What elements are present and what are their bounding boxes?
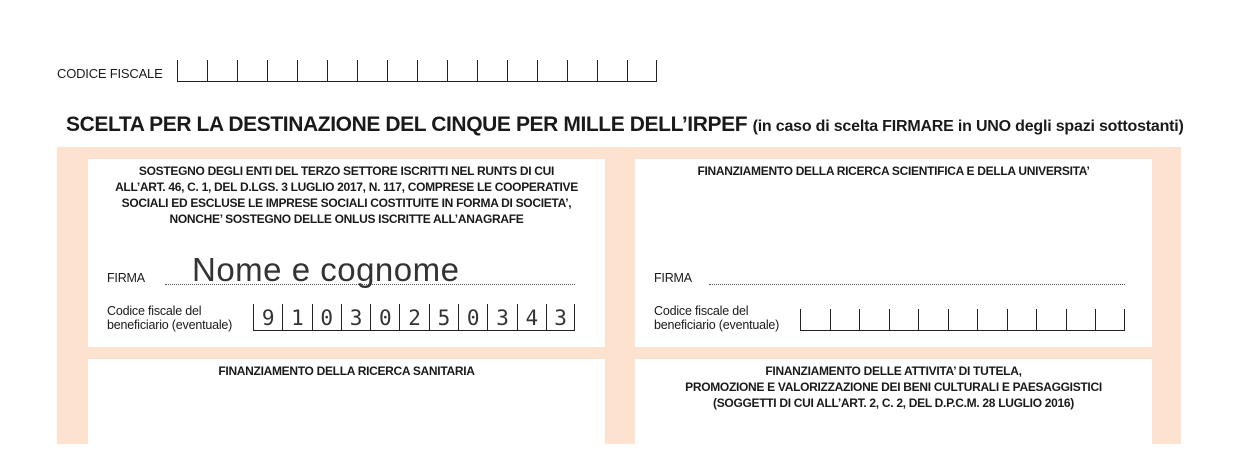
digit-cell[interactable]: [477, 60, 507, 82]
digit-cell[interactable]: [370, 304, 399, 331]
box-beni-culturali: [635, 359, 1152, 454]
digit-cell[interactable]: [447, 60, 477, 82]
cf-beneficiario-label: [107, 304, 232, 332]
digit-cell[interactable]: [859, 309, 889, 331]
digit-cell[interactable]: [889, 309, 919, 331]
heading-line: FINANZIAMENTO DELLA RICERCA SANITARIA: [218, 364, 475, 378]
heading-line: SOSTEGNO DEGLI ENTI DEL TERZO SETTORE ISCRITTI NEL RUNTS DI CUI: [138, 164, 555, 178]
digit-cell[interactable]: [507, 60, 537, 82]
digit-value: 2: [408, 306, 421, 330]
digit-cell[interactable]: [1095, 309, 1125, 331]
digit-cell[interactable]: [948, 309, 978, 331]
box-heading: [88, 163, 605, 227]
box-heading: [635, 163, 1152, 179]
box-ricerca-scientifica: [635, 159, 1152, 347]
cf-beneficiario-label: [654, 304, 779, 332]
digit-cell[interactable]: [546, 304, 575, 331]
heading-line: FINANZIAMENTO DELLA RICERCA SCIENTIFICA E DELLA UNIVERSITA’: [697, 164, 1090, 178]
digit-cell[interactable]: [800, 309, 830, 331]
digit-cell[interactable]: [597, 60, 627, 82]
digit-cell[interactable]: [537, 60, 567, 82]
digit-cell[interactable]: [458, 304, 487, 331]
digit-cell[interactable]: [207, 60, 237, 82]
digit-cell[interactable]: [253, 304, 282, 331]
heading-line: PROMOZIONE E VALORIZZAZIONE DEI BENI CULTURALI E PAESAGGISTICI: [685, 380, 1102, 394]
section-title-note: (in caso di scelta FIRMARE in UNO degli spazi sottostanti): [752, 118, 1184, 135]
digit-value: 3: [554, 306, 567, 330]
digit-cell[interactable]: [312, 304, 341, 331]
digit-cell[interactable]: [237, 60, 267, 82]
firma-signature-line[interactable]: [709, 284, 1125, 285]
cf-beneficiario-label-line1: Codice fiscale del: [654, 304, 749, 318]
cf-beneficiario-label-line2: beneficiario (eventuale): [107, 318, 233, 332]
digit-value: 3: [496, 306, 509, 330]
digit-value: 5: [437, 306, 451, 330]
digit-cell[interactable]: [417, 60, 447, 82]
digit-value: 0: [379, 306, 392, 330]
digit-cell[interactable]: [1036, 309, 1066, 331]
heading-line: SOCIALI ED ESCLUSE LE IMPRESE SOCIALI COSTITUITE IN FORMA DI SOCIETA’,: [121, 196, 572, 210]
digit-cell[interactable]: [357, 60, 387, 82]
digit-cell[interactable]: [387, 60, 417, 82]
digit-cell[interactable]: [327, 60, 357, 82]
cf-beneficiario-label-line1: Codice fiscale del: [107, 304, 202, 318]
box-heading: [88, 363, 605, 379]
cf-beneficiario-input[interactable]: [800, 309, 1125, 331]
firma-label: FIRMA: [107, 271, 145, 285]
digit-value: 4: [525, 306, 539, 330]
digit-cell[interactable]: [429, 304, 458, 331]
section-title-main: SCELTA PER LA DESTINAZIONE DEL CINQUE PER MILLE DELL’IRPEF: [66, 113, 748, 136]
codice-fiscale-input[interactable]: [177, 60, 657, 82]
digit-cell[interactable]: [177, 60, 207, 82]
codice-fiscale-label: CODICE FISCALE: [57, 66, 163, 81]
digit-cell[interactable]: [282, 304, 311, 331]
heading-line: NONCHE’ SOSTEGNO DELLE ONLUS ISCRITTE ALL’ANAGRAFE: [169, 212, 524, 226]
digit-cell[interactable]: [297, 60, 327, 82]
digit-cell[interactable]: [567, 60, 597, 82]
digit-cell[interactable]: [918, 309, 948, 331]
cf-beneficiario-label-line2: beneficiario (eventuale): [654, 318, 780, 332]
digit-cell[interactable]: [1007, 309, 1037, 331]
digit-value: 3: [349, 306, 363, 330]
heading-line: FINANZIAMENTO DELLE ATTIVITA’ DI TUTELA,: [765, 364, 1022, 378]
box-heading: [635, 363, 1152, 411]
digit-cell[interactable]: [267, 60, 297, 82]
digit-cell[interactable]: [830, 309, 860, 331]
digit-cell[interactable]: [517, 304, 546, 331]
heading-line: ALL’ART. 46, C. 1, DEL D.LGS. 3 LUGLIO 2017, N. 117, COMPRESE LE COOPERATIVE: [115, 180, 578, 194]
digit-value: 9: [261, 306, 275, 330]
firma-label: FIRMA: [654, 271, 692, 285]
digit-cell[interactable]: [341, 304, 370, 331]
digit-cell[interactable]: [399, 304, 428, 331]
heading-line: (SOGGETTI DI CUI ALL’ART. 2, C. 2, DEL D.P.C.M. 28 LUGLIO 2016): [713, 396, 1074, 410]
section-title: [66, 113, 1184, 137]
box-ricerca-sanitaria: [88, 359, 605, 454]
digit-value: 0: [466, 306, 480, 330]
cf-beneficiario-input[interactable]: [253, 304, 575, 331]
box-terzo-settore: [88, 159, 605, 347]
firma-signature: Nome e cognome: [192, 251, 460, 288]
digit-cell[interactable]: [977, 309, 1007, 331]
digit-value: 1: [291, 306, 304, 330]
digit-cell[interactable]: [487, 304, 516, 331]
digit-cell[interactable]: [627, 60, 657, 82]
digit-cell[interactable]: [1066, 309, 1096, 331]
digit-value: 0: [320, 306, 334, 330]
